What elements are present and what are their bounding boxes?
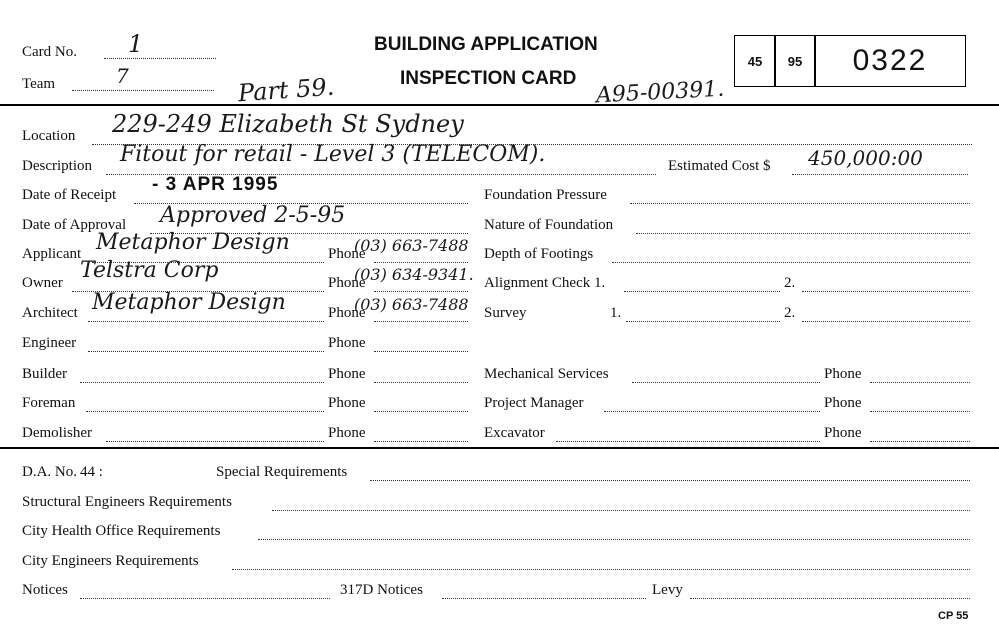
- da-no-value: 44 :: [80, 464, 103, 480]
- alignment-check-2-line: [802, 291, 970, 292]
- special-requirements-line: [370, 480, 970, 481]
- engineer-line: [88, 351, 324, 352]
- estimated-cost-value: 450,000:00: [808, 146, 923, 170]
- header-divider: [0, 104, 999, 106]
- form-code: CP 55: [938, 610, 969, 622]
- foundation-pressure-line: [630, 203, 970, 204]
- alignment-check-2-label: 2.: [784, 275, 796, 291]
- architect-phone-label: Phone: [328, 305, 366, 321]
- survey-2-label: 2.: [784, 305, 796, 321]
- structural-requirements-label: Structural Engineers Requirements: [22, 494, 232, 510]
- city-engineers-requirements-line: [232, 569, 970, 570]
- engineer-phone-line: [374, 351, 468, 352]
- lower-section-divider: [0, 447, 999, 449]
- excavator-label: Excavator: [484, 425, 545, 441]
- form-title: BUILDING APPLICATION: [374, 34, 598, 55]
- date-of-receipt-stamp: - 3 APR 1995: [152, 174, 279, 195]
- builder-phone-line: [374, 382, 468, 383]
- da-no-label: D.A. No.: [22, 464, 77, 480]
- alignment-check-label: Alignment Check 1.: [484, 275, 606, 291]
- owner-value: Telstra Corp: [80, 258, 219, 283]
- city-engineers-requirements-label: City Engineers Requirements: [22, 553, 199, 569]
- owner-label: Owner: [22, 275, 63, 291]
- demolisher-phone-label: Phone: [328, 425, 366, 441]
- engineer-phone-label: Phone: [328, 335, 366, 351]
- date-of-approval-value: Approved 2-5-95: [160, 203, 346, 228]
- mechanical-services-line: [632, 382, 820, 383]
- notices-label: Notices: [22, 582, 68, 598]
- levy-line: [690, 598, 970, 599]
- foundation-pressure-label: Foundation Pressure: [484, 187, 607, 203]
- mechanical-phone-line: [870, 382, 970, 383]
- location-label: Location: [22, 128, 76, 144]
- team-value: 7: [116, 64, 129, 88]
- builder-phone-label: Phone: [328, 366, 366, 382]
- applicant-phone-line: [374, 262, 468, 263]
- team-dotted-line: [72, 90, 214, 91]
- depth-of-footings-label: Depth of Footings: [484, 246, 594, 262]
- notices-317d-label: 317D Notices: [340, 582, 423, 598]
- notices-317d-line: [442, 598, 646, 599]
- part-note: Part 59.: [237, 72, 336, 108]
- owner-phone-value: (03) 634-9341.: [354, 265, 474, 284]
- health-requirements-label: City Health Office Requirements: [22, 523, 221, 539]
- survey-2-line: [802, 321, 970, 322]
- structural-requirements-line: [272, 510, 970, 511]
- foreman-label: Foreman: [22, 395, 76, 411]
- applicant-value: Metaphor Design: [96, 230, 290, 255]
- description-label: Description: [22, 158, 92, 174]
- demolisher-label: Demolisher: [22, 425, 92, 441]
- mechanical-services-label: Mechanical Services: [484, 366, 609, 382]
- builder-line: [80, 382, 324, 383]
- depth-of-footings-line: [612, 262, 970, 263]
- project-manager-phone-line: [870, 411, 970, 412]
- estimated-cost-label: Estimated Cost $: [668, 158, 771, 174]
- description-value: Fitout for retail - Level 3 (TELECOM).: [120, 142, 546, 167]
- alignment-check-1-line: [624, 291, 780, 292]
- team-label: Team: [22, 76, 56, 92]
- architect-phone-value: (03) 663-7488: [354, 295, 469, 314]
- survey-1-line: [626, 321, 780, 322]
- builder-label: Builder: [22, 366, 67, 382]
- architect-value: Metaphor Design: [92, 290, 286, 315]
- project-manager-label: Project Manager: [484, 395, 584, 411]
- card-no-dotted-line: [104, 58, 216, 59]
- architect-label: Architect: [22, 305, 78, 321]
- card-box-1: 45: [734, 35, 776, 87]
- applicant-phone-value: (03) 663-7488: [354, 236, 469, 255]
- demolisher-phone-line: [374, 441, 468, 442]
- foreman-line: [86, 411, 324, 412]
- project-manager-phone-label: Phone: [824, 395, 862, 411]
- nature-of-foundation-label: Nature of Foundation: [484, 217, 614, 233]
- project-manager-line: [604, 411, 820, 412]
- nature-of-foundation-line: [636, 233, 970, 234]
- form-subtitle: INSPECTION CARD: [400, 68, 577, 89]
- architect-phone-line: [374, 321, 468, 322]
- applicant-label: Applicant: [22, 246, 82, 262]
- applicant-phone-label: Phone: [328, 246, 366, 262]
- foreman-phone-line: [374, 411, 468, 412]
- location-value: 229-249 Elizabeth St Sydney: [112, 110, 464, 138]
- card-no-value: 1: [128, 30, 144, 58]
- excavator-phone-label: Phone: [824, 425, 862, 441]
- date-of-approval-label: Date of Approval: [22, 217, 127, 233]
- mechanical-phone-label: Phone: [824, 366, 862, 382]
- application-reference: A95-00391.: [595, 76, 725, 109]
- card-number: 0322: [814, 35, 966, 87]
- date-of-receipt-label: Date of Receipt: [22, 187, 117, 203]
- architect-line: [88, 321, 324, 322]
- estimated-cost-line: [792, 174, 968, 175]
- special-requirements-label: Special Requirements: [216, 464, 348, 480]
- excavator-phone-line: [870, 441, 970, 442]
- survey-label: Survey: [484, 305, 527, 321]
- engineer-label: Engineer: [22, 335, 77, 351]
- levy-label: Levy: [652, 582, 683, 598]
- card-no-label: Card No.: [22, 44, 77, 60]
- demolisher-line: [106, 441, 324, 442]
- card-box-2: 95: [774, 35, 816, 87]
- owner-phone-line: [374, 291, 468, 292]
- owner-phone-label: Phone: [328, 275, 366, 291]
- foreman-phone-label: Phone: [328, 395, 366, 411]
- survey-1-label: 1.: [610, 305, 622, 321]
- excavator-line: [556, 441, 820, 442]
- health-requirements-line: [258, 539, 970, 540]
- notices-line: [80, 598, 330, 599]
